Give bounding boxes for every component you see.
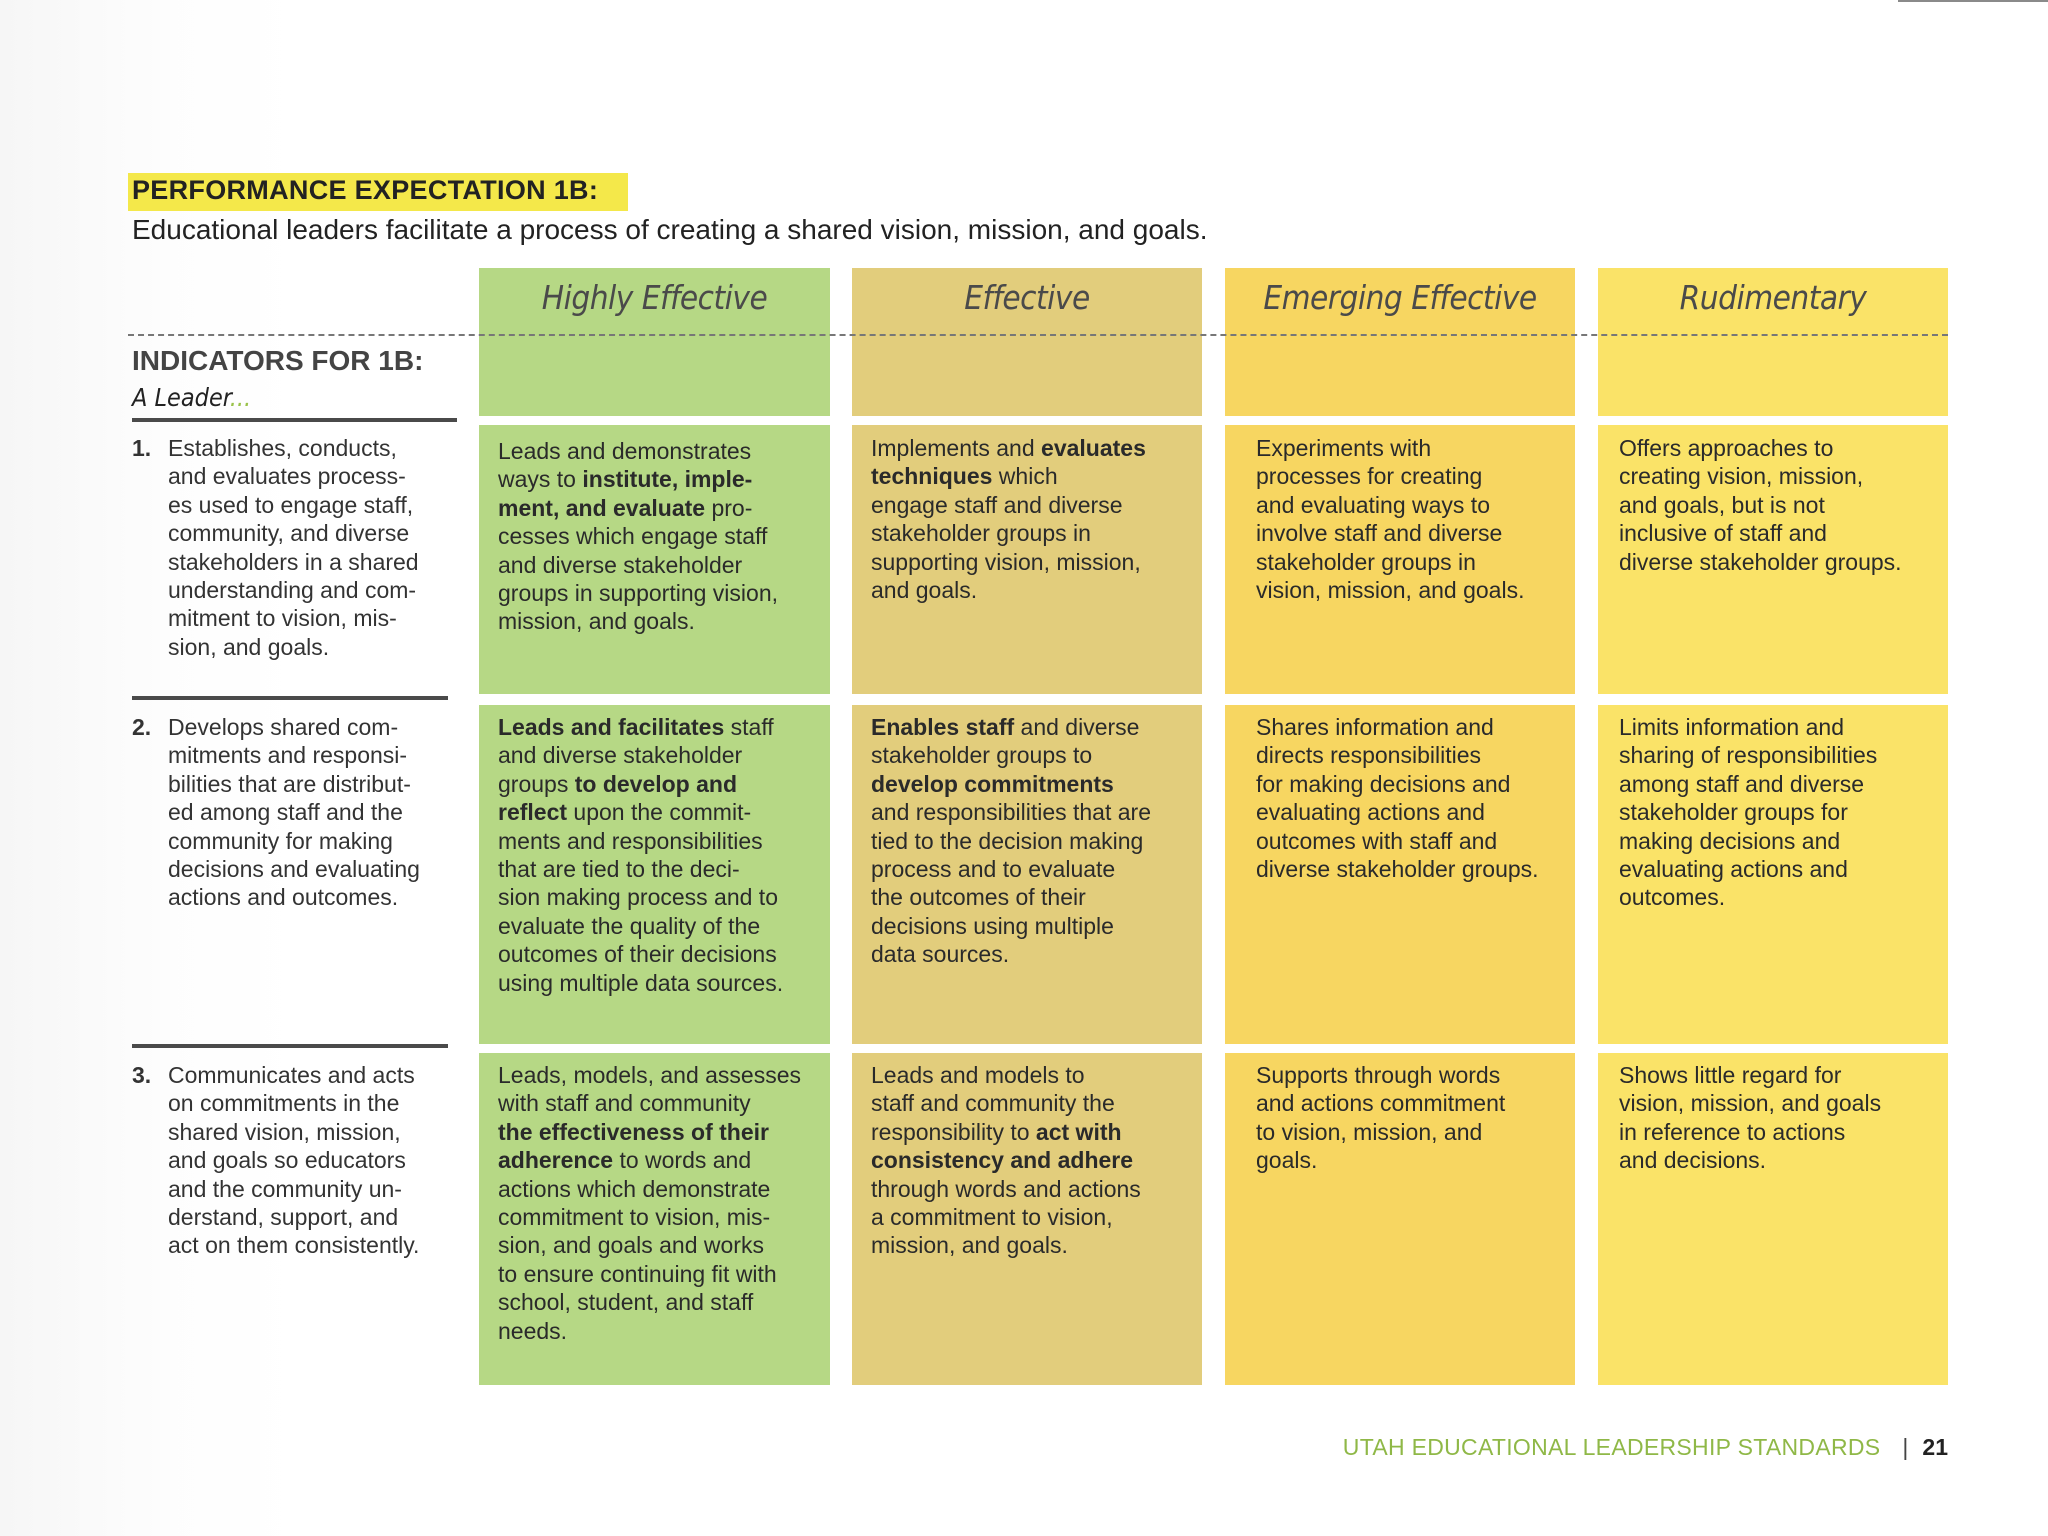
text-line: Enables staff and diverse	[871, 714, 1140, 740]
text-line: process and to evaluate	[871, 856, 1116, 883]
text-line: involve staff and diverse	[1256, 520, 1503, 547]
text-line: ed among staff and the	[168, 799, 403, 826]
indicators-header-rule	[132, 418, 457, 422]
text-line: cesses which engage staff	[498, 523, 768, 550]
header-dashed-divider	[128, 334, 1948, 336]
text-line: on commitments in the	[168, 1090, 400, 1117]
text-line: and the community un-	[168, 1175, 402, 1202]
text-line: Supports through words	[1256, 1062, 1501, 1088]
indicator-text	[168, 713, 468, 912]
text-line: Develops shared com-	[168, 714, 399, 740]
text-line: Leads, models, and assesses	[498, 1062, 802, 1088]
text-line: Leads and facilitates staff	[498, 714, 774, 740]
text-line: making decisions and	[1619, 827, 1841, 854]
text-line: groups to develop and	[498, 770, 738, 797]
text-line: supporting vision, mission,	[871, 548, 1141, 575]
text-line: ment, and evaluate pro-	[498, 494, 753, 521]
row-1-effective	[852, 425, 1202, 694]
text-line: and diverse stakeholder	[498, 742, 743, 769]
text-line: and diverse stakeholder	[498, 551, 743, 578]
text-line: directs responsibilities	[1256, 742, 1481, 769]
indicators-title: INDICATORS FOR 1B:	[132, 345, 424, 376]
text-line: Offers approaches to	[1619, 435, 1834, 461]
row-2-rudimentary	[1598, 705, 1948, 1044]
text-line: Shares information and	[1256, 714, 1494, 740]
text-line: techniques which	[871, 463, 1058, 490]
page-footer	[1343, 1434, 1948, 1461]
text-line: evaluate the quality of the	[498, 912, 761, 939]
text-line: diverse stakeholder groups.	[1256, 856, 1539, 883]
text-line: the outcomes of their	[871, 884, 1086, 911]
text-line: mitment to vision, mis-	[168, 605, 397, 632]
text-line: actions which demonstrate	[498, 1175, 771, 1202]
text-line: among staff and diverse	[1619, 770, 1865, 797]
text-line: inclusive of staff and	[1619, 520, 1827, 547]
indicators-subtitle: A Leader...	[132, 383, 252, 412]
text-line: adherence to words and	[498, 1147, 752, 1174]
row-1-rudimentary	[1598, 425, 1948, 694]
text-line: groups in supporting vision,	[498, 580, 778, 607]
text-line: and actions commitment	[1256, 1090, 1506, 1117]
text-line: diverse stakeholder groups.	[1619, 548, 1902, 575]
corner-rule	[1898, 0, 2048, 2]
text-line: Shows little regard for	[1619, 1062, 1842, 1088]
text-line: Leads and models to	[871, 1062, 1085, 1088]
text-line: decisions and evaluating	[168, 856, 420, 883]
row-3-emerging-effective	[1225, 1053, 1575, 1385]
indicator-text	[168, 1061, 468, 1260]
column-header-rudimentary	[1598, 268, 1948, 416]
column-header-emerging-effective	[1225, 268, 1575, 416]
text-line: evaluating actions and	[1619, 856, 1848, 883]
text-line: stakeholder groups to	[871, 742, 1093, 769]
text-line: goals.	[1256, 1147, 1318, 1174]
footer-separator: |	[1902, 1434, 1909, 1460]
column-label: Emerging Effective	[1263, 278, 1537, 317]
text-line: through words and actions	[871, 1175, 1141, 1202]
performance-expectation-subtitle: Educational leaders facilitate a process of creating a shared vision, mission, and goals.	[132, 214, 1208, 245]
text-line: processes for creating	[1256, 463, 1483, 490]
text-line: Experiments with	[1256, 435, 1432, 461]
text-line: responsibility to act with	[871, 1118, 1122, 1145]
row-1-rule	[132, 696, 448, 700]
indicator-number: 2.	[132, 714, 152, 740]
text-line: derstand, support, and	[168, 1204, 399, 1231]
row-2-rule	[132, 1044, 448, 1048]
text-line: and evaluates process-	[168, 463, 406, 490]
text-line: that are tied to the deci-	[498, 856, 740, 883]
row-1-emerging-effective	[1225, 425, 1575, 694]
text-line: creating vision, mission,	[1619, 463, 1864, 490]
text-line: the effectiveness of their	[498, 1118, 769, 1145]
column-header-highly-effective	[479, 268, 830, 416]
column-label: Rudimentary	[1679, 278, 1867, 317]
text-line: sharing of responsibilities	[1619, 742, 1878, 769]
text-line: for making decisions and	[1256, 770, 1511, 797]
indicator-number: 1.	[132, 435, 152, 461]
text-line: to ensure continuing fit with	[498, 1260, 777, 1287]
performance-expectation-tag: PERFORMANCE EXPECTATION 1B:	[132, 175, 599, 205]
text-line: vision, mission, and goals.	[1256, 577, 1525, 604]
text-line: with staff and community	[498, 1090, 751, 1117]
text-line: stakeholder groups in	[1256, 548, 1476, 575]
indicator-number: 3.	[132, 1062, 152, 1088]
text-line: and goals, but is not	[1619, 491, 1825, 518]
text-line: decisions using multiple	[871, 912, 1114, 939]
text-line: shared vision, mission,	[168, 1118, 401, 1145]
text-line: and goals so educators	[168, 1147, 406, 1174]
footer-title: UTAH EDUCATIONAL LEADERSHIP STANDARDS	[1342, 1434, 1881, 1460]
text-line: bilities that are distribut-	[168, 770, 411, 797]
column-header-effective	[852, 268, 1202, 416]
text-line: sion, and goals.	[168, 633, 330, 660]
row-2-emerging-effective	[1225, 705, 1575, 1044]
text-line: and goals.	[871, 577, 978, 604]
text-line: to vision, mission, and	[1256, 1118, 1483, 1145]
text-line: understanding and com-	[168, 577, 417, 604]
text-line: outcomes of their decisions	[498, 941, 777, 968]
text-line: consistency and adhere	[871, 1147, 1134, 1174]
text-line: outcomes.	[1619, 884, 1726, 911]
text-line: in reference to actions	[1619, 1118, 1846, 1145]
text-line: sion, and goals and works	[498, 1232, 764, 1259]
indicator-text	[168, 434, 468, 661]
text-line: Implements and evaluates	[871, 435, 1146, 461]
row-3-highly-effective	[479, 1053, 830, 1385]
text-line: a commitment to vision,	[871, 1204, 1113, 1231]
text-line: staff and community the	[871, 1090, 1115, 1117]
text-line: school, student, and staff	[498, 1289, 754, 1316]
text-line: commitment to vision, mis-	[498, 1204, 771, 1231]
text-line: evaluating actions and	[1256, 799, 1485, 826]
text-line: vision, mission, and goals	[1619, 1090, 1882, 1117]
row-2-effective	[852, 705, 1202, 1044]
row-3-rudimentary	[1598, 1053, 1948, 1385]
text-line: es used to engage staff,	[168, 491, 414, 518]
row-2-highly-effective	[479, 705, 830, 1044]
text-line: needs.	[498, 1317, 568, 1344]
text-line: reflect upon the commit-	[498, 799, 752, 826]
text-line: community for making	[168, 827, 393, 854]
text-line: sion making process and to	[498, 884, 778, 911]
text-line: mitments and responsi-	[168, 742, 408, 769]
text-line: actions and outcomes.	[168, 884, 399, 911]
row-1-highly-effective	[479, 425, 830, 694]
text-line: Communicates and acts	[168, 1062, 415, 1088]
text-line: mission, and goals.	[498, 608, 695, 635]
text-line: and decisions.	[1619, 1147, 1767, 1174]
text-line: Establishes, conducts,	[168, 435, 397, 461]
text-line: engage staff and diverse	[871, 491, 1123, 518]
text-line: and responsibilities that are	[871, 799, 1151, 826]
page-number: 21	[1922, 1434, 1948, 1460]
row-3-effective	[852, 1053, 1202, 1385]
text-line: act on them consistently.	[168, 1232, 420, 1259]
column-label: Effective	[964, 278, 1090, 317]
text-line: ways to institute, imple-	[498, 466, 753, 493]
text-line: using multiple data sources.	[498, 969, 784, 996]
text-line: mission, and goals.	[871, 1232, 1068, 1259]
text-line: Leads and demonstrates	[498, 438, 752, 464]
text-line: stakeholders in a shared	[168, 548, 419, 575]
text-line: outcomes with staff and	[1256, 827, 1498, 854]
text-line: and evaluating ways to	[1256, 491, 1490, 518]
text-line: tied to the decision making	[871, 827, 1144, 854]
text-line: stakeholder groups for	[1619, 799, 1848, 826]
text-line: data sources.	[871, 941, 1010, 968]
text-line: Limits information and	[1619, 714, 1844, 740]
text-line: community, and diverse	[168, 520, 410, 547]
column-label: Highly Effective	[541, 278, 768, 317]
text-line: develop commitments	[871, 770, 1114, 797]
text-line: ments and responsibilities	[498, 827, 763, 854]
text-line: stakeholder groups in	[871, 520, 1091, 547]
